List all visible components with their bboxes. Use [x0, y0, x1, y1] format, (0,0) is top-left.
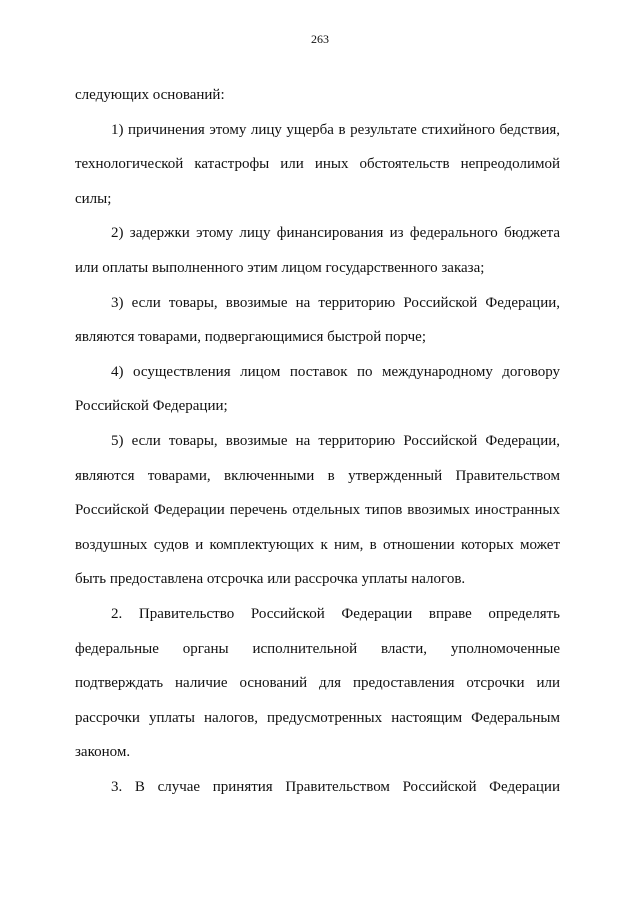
text-line: 4) осуществления лицом поставок по международному договору [111, 363, 560, 380]
text-line: или оплаты выполненного этим лицом государственного заказа; [75, 259, 485, 276]
item-4 [75, 355, 560, 424]
item-5 [75, 424, 560, 597]
text-line: воздушных судов и комплектующих к ним, в отношении которых может [75, 536, 560, 553]
section-2 [75, 597, 560, 770]
text-line: 3. В случае принятия Правительством Российской Федерации [111, 778, 560, 795]
text-line: 1) причинения этому лицу ущерба в результате стихийного бедствия, [111, 121, 560, 138]
item-3 [75, 286, 560, 355]
text-line: являются товарами, подвергающимися быстрой порче; [75, 329, 427, 346]
text-line: 5) если товары, ввозимые на территорию Российской Федерации, [111, 432, 560, 449]
text-line: технологической катастрофы или иных обстоятельств непреодолимой [75, 156, 560, 173]
text-line: федеральные органы исполнительной власти, уполномоченные [75, 640, 560, 657]
text-line: 3) если товары, ввозимые на территорию Российской Федерации, [111, 294, 560, 311]
text-line: Российской Федерации; [75, 398, 228, 415]
text-line: Российской Федерации перечень отдельных типов ввозимых иностранных [75, 502, 560, 519]
document-body [75, 78, 560, 804]
item-1 [75, 113, 560, 217]
text-line: силы; [75, 190, 112, 207]
text-line: 2) задержки этому лицу финансирования из федерального бюджета [111, 225, 560, 242]
text-line: являются товарами, включенными в утвержденный Правительством [75, 467, 560, 484]
text-line: законом. [75, 744, 131, 761]
lead-line: следующих оснований: [75, 87, 225, 103]
section-3 [75, 770, 560, 805]
text-line: рассрочки уплаты налогов, предусмотренных настоящим Федеральным [75, 709, 560, 726]
text-line: быть предоставлена отсрочка или рассрочка уплаты налогов. [75, 571, 466, 588]
page-number: 263 [311, 32, 329, 46]
text-line: подтверждать наличие оснований для предоставления отсрочки или [75, 675, 560, 692]
item-2 [75, 216, 560, 285]
text-line: 2. Правительство Российской Федерации вправе определять [111, 605, 560, 622]
